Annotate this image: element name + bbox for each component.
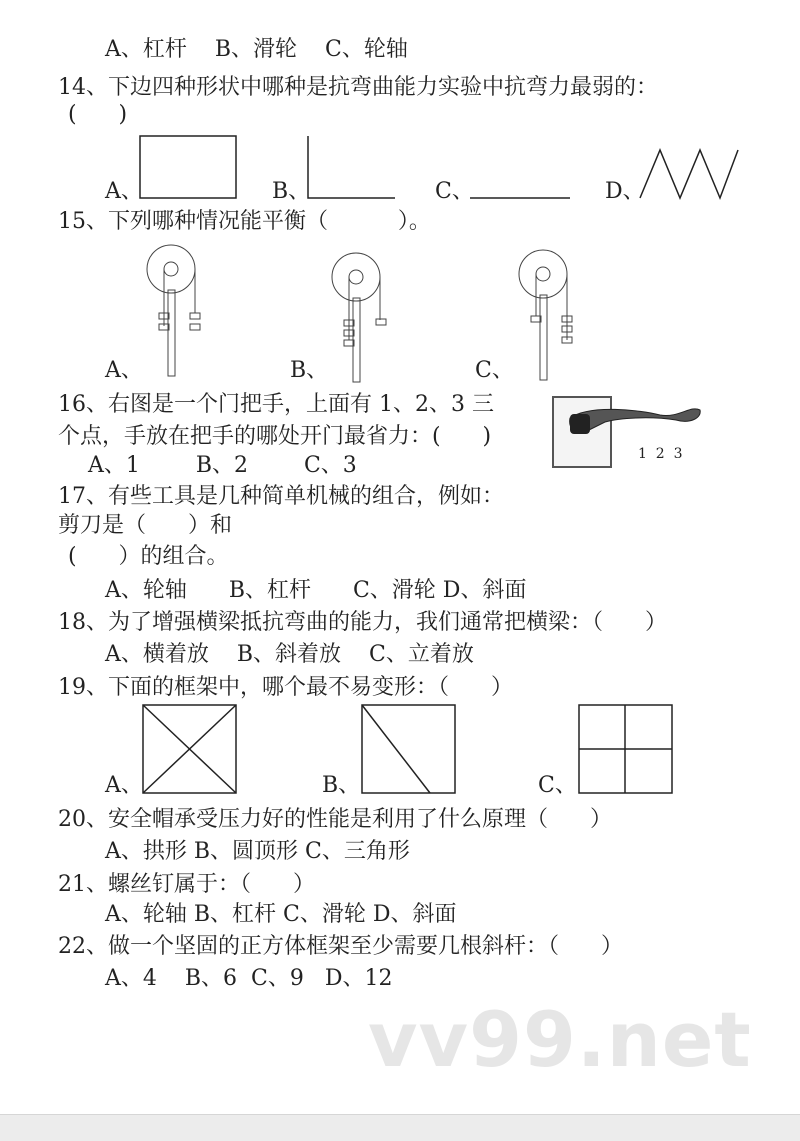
question-14: 14、下边四种形状中哪种是抗弯曲能力实验中抗弯力最弱的：	[58, 75, 658, 100]
q17-options: A、轮轴 B、杠杆 C、滑轮 D、斜面	[105, 578, 527, 603]
q13-options: A、杠杆 B、滑轮 C、轮轴	[105, 37, 408, 62]
question-16-line1: 16、右图是一个门把手，上面有 1、2、3 三	[58, 392, 494, 417]
question-22: 22、做一个坚固的正方体框架至少需要几根斜杆：（ ）	[58, 934, 623, 959]
label-a: A、	[105, 179, 143, 204]
q20-options: A、拱形 B、圆顶形 C、三角形	[105, 839, 410, 864]
label-c: C、	[435, 179, 474, 204]
question-17-line2: 剪刀是（ ）和	[58, 513, 232, 538]
frame-label-a: A、	[105, 773, 143, 798]
label-d: D、	[605, 179, 645, 204]
q18-options: A、横着放 B、斜着放 C、立着放	[105, 642, 474, 667]
q22-options: A、4 B、6 C、9 D、12	[105, 966, 393, 991]
page-bottom-bar	[0, 1114, 800, 1141]
frame-label-c: C、	[538, 773, 577, 798]
question-19: 19、下面的框架中，哪个最不易变形：（ ）	[58, 675, 513, 700]
pulley-label-b: B、	[290, 358, 329, 383]
question-21: 21、螺丝钉属于：（ ）	[58, 872, 315, 897]
question-17-line1: 17、有些工具是几种简单机械的组合，例如：	[58, 484, 504, 509]
q21-options: A、轮轴 B、杠杆 C、滑轮 D、斜面	[105, 902, 457, 927]
pulley-label-c: C、	[475, 358, 514, 383]
pulley-label-a: A、	[105, 358, 143, 383]
q16-options: A、1 B、2 C、3	[88, 453, 357, 478]
question-20: 20、安全帽承受压力好的性能是利用了什么原理（ ）	[58, 807, 612, 832]
frame-label-b: B、	[322, 773, 361, 798]
answer-blank-14: ( )	[68, 102, 128, 127]
question-16-line2: 个点，手放在把手的哪处开门最省力：( )	[58, 424, 492, 449]
question-15: 15、下列哪种情况能平衡（ ）。	[58, 209, 431, 234]
question-18: 18、为了增强横梁抵抗弯曲的能力，我们通常把横梁：（ ）	[58, 610, 667, 635]
label-b: B、	[272, 179, 311, 204]
watermark: vv99.net	[368, 995, 752, 1084]
question-17-line3: ( ）的组合。	[68, 544, 229, 569]
handle-point-labels: 1 2 3	[638, 446, 683, 462]
